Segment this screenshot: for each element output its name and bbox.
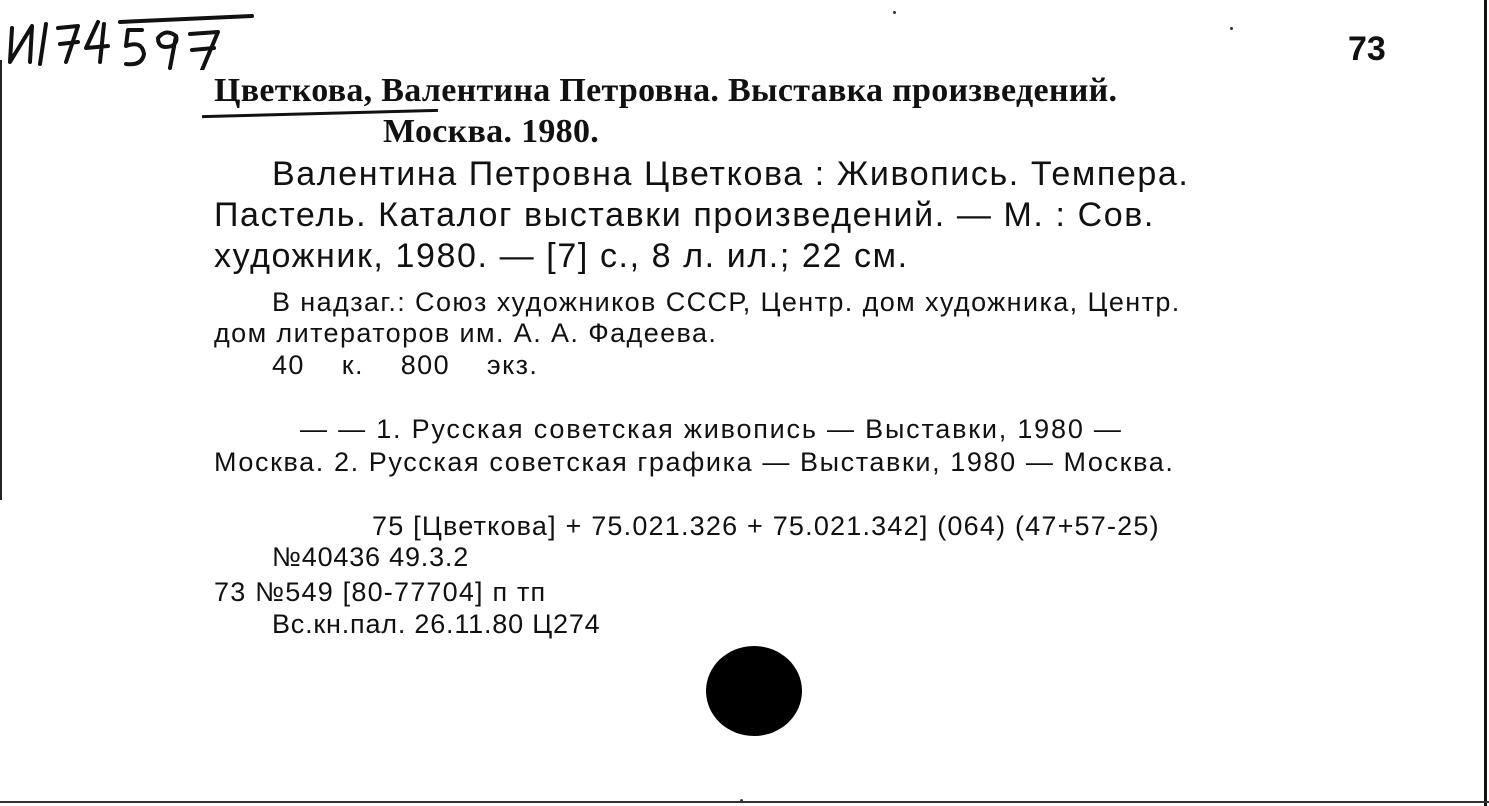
handwritten-inventory-mark — [6, 10, 256, 70]
dust-speck — [1230, 27, 1233, 30]
heading-line-2: Москва. 1980. — [383, 113, 600, 150]
dust-speck — [740, 799, 743, 803]
classification-line-4: Вс.кн.пал. 26.11.80 Ц274 — [272, 609, 601, 639]
price-and-print-run: 40 к. 800 экз. — [272, 350, 539, 380]
title-line-3: художник, 1980. — [7] с., 8 л. ил.; 22 см. — [214, 237, 909, 275]
classification-line-3: 73 №549 [80-77704] п тп — [214, 577, 547, 607]
note-line-1: В надзаг.: Союз художников СССР, Центр. дом художника, Центр. — [272, 287, 1181, 317]
dust-speck — [893, 11, 896, 14]
subjects-line-1: — — 1. Русская советская живопись — Выставки, 1980 — — [300, 414, 1123, 444]
scan-edge-left — [0, 60, 2, 500]
punch-hole — [706, 646, 802, 736]
page-number: 73 — [1348, 30, 1386, 68]
subjects-line-2: Москва. 2. Русская советская графика — Выставки, 1980 — Москва. — [214, 447, 1175, 477]
title-line-1: Валентина Петровна Цветкова : Живопись. Темпера. — [272, 155, 1190, 193]
title-line-2: Пастель. Каталог выставки произведений. — М. : Сов. — [214, 196, 1155, 234]
classification-line-2: №40436 49.3.2 — [272, 542, 470, 572]
classification-line-1: 75 [Цветкова] + 75.021.326 + 75.021.342] (064) (47+57-25) — [372, 511, 1160, 541]
heading-line-1: Цветкова, Валентина Петровна. Выставка произведений. — [214, 72, 1118, 109]
scan-edge-right — [1484, 0, 1487, 806]
note-line-2: дом литераторов им. А. А. Фадеева. — [214, 318, 718, 348]
scan-edge-bottom — [0, 801, 1489, 803]
